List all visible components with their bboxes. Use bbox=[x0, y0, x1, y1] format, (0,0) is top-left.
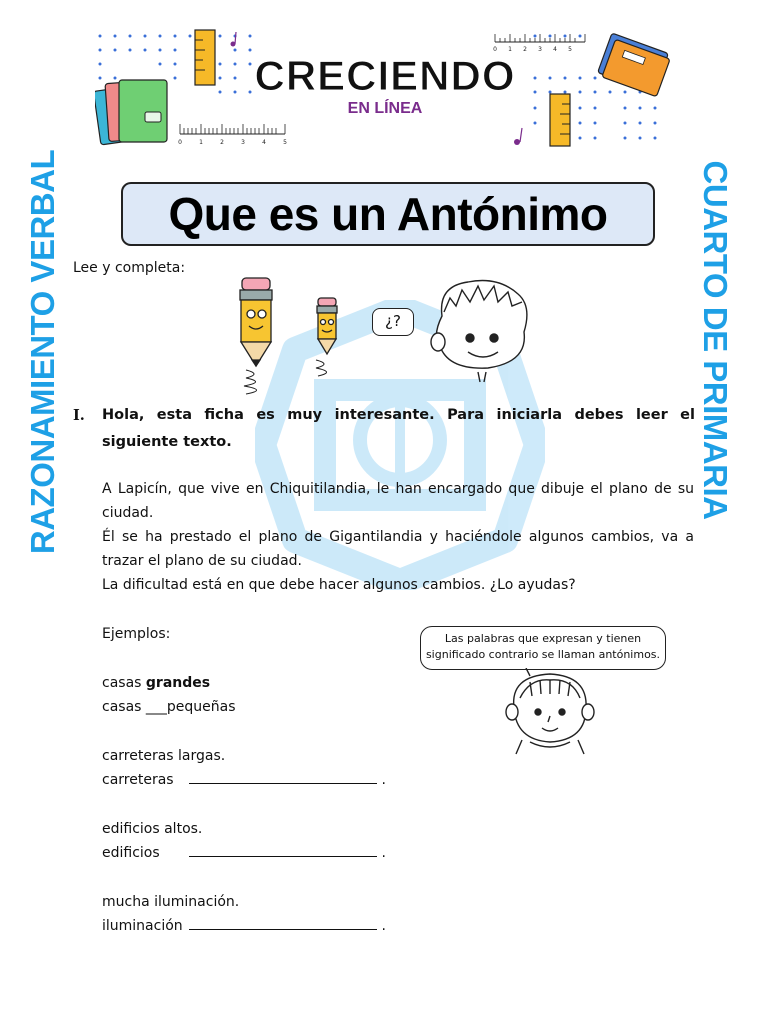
ruler-tick-label: 5 bbox=[283, 139, 287, 146]
books-icon bbox=[598, 33, 670, 97]
example-word: edificios bbox=[102, 845, 160, 861]
example-2-prompt: carreteras largas. bbox=[102, 748, 226, 764]
instruction-text: Hola, esta ficha es muy interesante. Para iniciarla debes leer el siguiente texto. bbox=[102, 407, 695, 450]
ruler-tick-label: 3 bbox=[538, 46, 542, 53]
ruler-tick-label: 1 bbox=[199, 139, 203, 146]
example-word: iluminación bbox=[102, 918, 183, 934]
example-word: casas bbox=[102, 675, 142, 691]
example-4-prompt: mucha iluminación. bbox=[102, 894, 240, 910]
example-word: casas bbox=[102, 699, 142, 715]
ruler-tick-label: 2 bbox=[220, 139, 224, 146]
example-answer-word: pequeñas bbox=[166, 699, 236, 715]
paragraph: A Lapicín, que vive en Chiquitilandia, le han encargado que dibuje el plano de su ciudad. bbox=[102, 481, 694, 521]
line-end-period: . bbox=[381, 772, 386, 788]
brand-title: CRECIENDO bbox=[254, 52, 516, 99]
example-1-answer bbox=[102, 695, 236, 719]
example-3-answer bbox=[102, 841, 386, 865]
pencil-characters-icon bbox=[232, 274, 352, 400]
instruction-number: I. bbox=[73, 407, 85, 424]
intro-text: Lee y completa: bbox=[73, 260, 186, 276]
instruction-block bbox=[73, 402, 695, 456]
definition-bubble bbox=[420, 626, 666, 670]
answer-blank: ___ bbox=[145, 699, 167, 715]
ruler-tick-label: 0 bbox=[178, 139, 182, 146]
example-word: carreteras bbox=[102, 772, 174, 788]
example-1-prompt bbox=[102, 671, 210, 695]
definition-line: significado contrario se llaman antónimos. bbox=[425, 648, 661, 661]
horizontal-ruler bbox=[178, 124, 287, 146]
examples-label: Ejemplos: bbox=[102, 626, 171, 642]
notebooks-icon bbox=[95, 80, 167, 145]
question-bubble bbox=[372, 308, 414, 336]
line-end-period: . bbox=[381, 918, 386, 934]
answer-line[interactable] bbox=[189, 769, 377, 784]
example-4-answer bbox=[102, 914, 386, 938]
boy-face-icon bbox=[428, 276, 538, 386]
side-label-grade: CUARTO DE PRIMARIA bbox=[697, 160, 734, 520]
girl-face-icon bbox=[500, 668, 600, 756]
question-bubble-text: ¿? bbox=[385, 312, 401, 330]
example-bold-word: grandes bbox=[145, 675, 211, 691]
ruler-tick-label: 4 bbox=[262, 139, 266, 146]
ruler-tick-label: 4 bbox=[553, 46, 557, 53]
ruler-tick-label: 0 bbox=[493, 46, 497, 53]
definition-line: Las palabras que expresan y tienen bbox=[444, 632, 642, 645]
ruler-tick-label: 2 bbox=[523, 46, 527, 53]
side-label-subject: RAZONAMIENTO VERBAL bbox=[24, 149, 61, 555]
answer-line[interactable] bbox=[189, 842, 377, 857]
brand-subtitle: EN LÍNEA bbox=[347, 100, 423, 117]
ruler-tick-label: 1 bbox=[508, 46, 512, 53]
page-title: Que es un Antónimo bbox=[168, 188, 608, 240]
line-end-period: . bbox=[381, 845, 386, 861]
paragraph: La dificultad está en que debe hacer algunos cambios. ¿Lo ayudas? bbox=[102, 577, 576, 593]
ruler-tick-label: 5 bbox=[568, 46, 572, 53]
title-box bbox=[121, 182, 655, 246]
example-2-answer bbox=[102, 768, 386, 792]
answer-line[interactable] bbox=[189, 915, 377, 930]
horizontal-ruler-right bbox=[493, 34, 585, 53]
paragraph: Él se ha prestado el plano de Gigantilandia y haciéndole algunos cambios, va a trazar el plano de su ciudad. bbox=[102, 529, 694, 569]
story-text bbox=[102, 477, 694, 597]
ruler-icon bbox=[550, 94, 570, 146]
ruler-tick-label: 3 bbox=[241, 139, 245, 146]
ruler-icon bbox=[195, 30, 215, 85]
example-3-prompt: edificios altos. bbox=[102, 821, 203, 837]
